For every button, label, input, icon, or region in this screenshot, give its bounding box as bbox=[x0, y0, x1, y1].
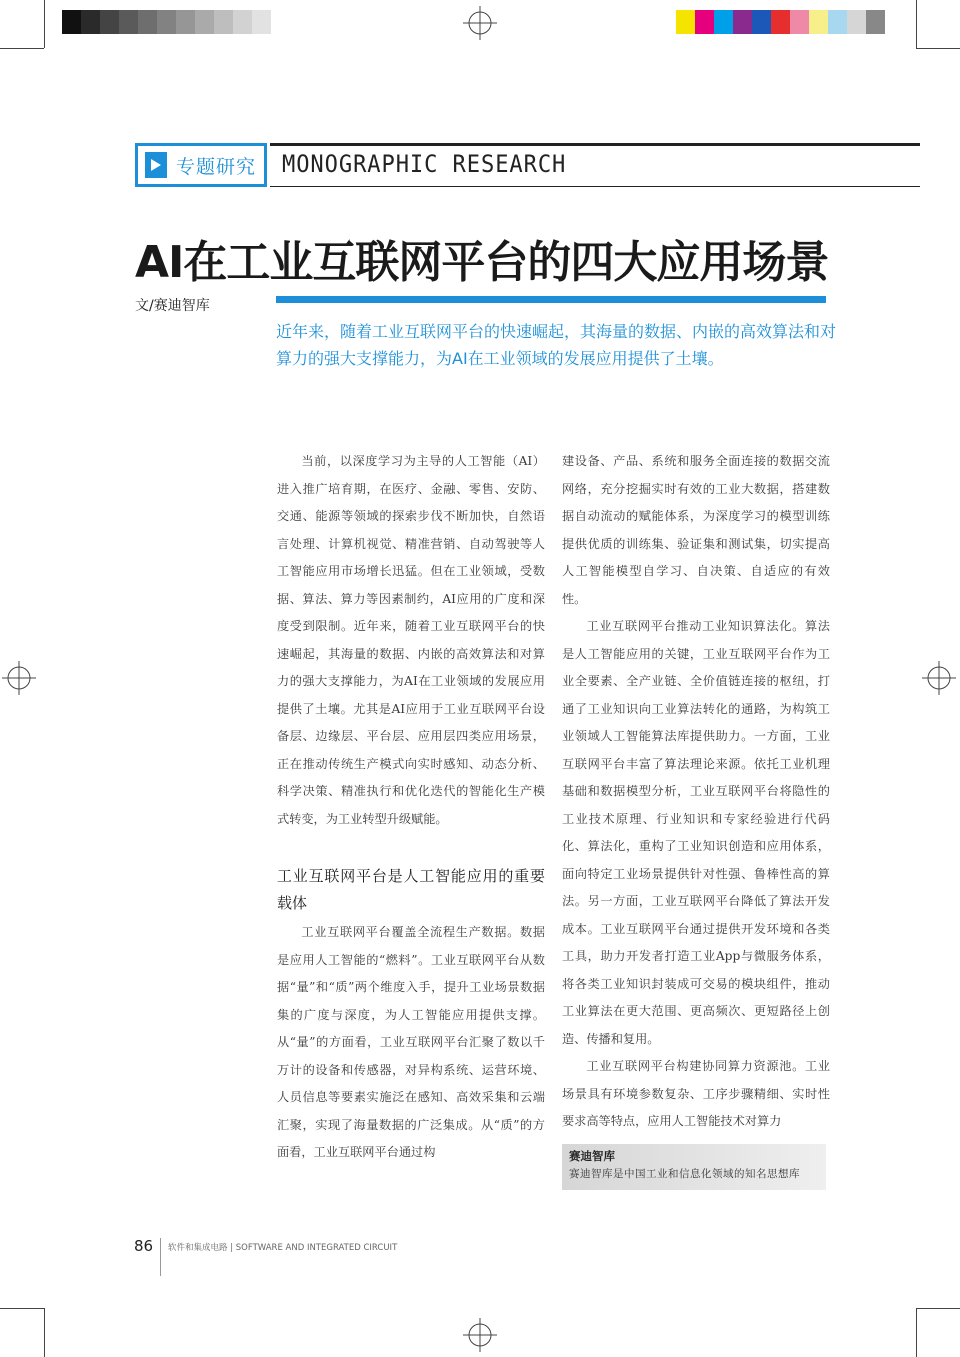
section-tag bbox=[135, 143, 267, 187]
crop-mark-bottom-left-h bbox=[0, 1308, 44, 1309]
article-author: 文/赛迪智库 bbox=[135, 298, 210, 314]
registration-mark-left bbox=[2, 661, 36, 695]
crop-mark-top-left-h bbox=[0, 48, 44, 49]
header-rule-top bbox=[270, 143, 920, 146]
body-paragraph: 当前，以深度学习为主导的人工智能（AI）进入推广培育期，在医疗、金融、零售、安防、交通、能源等领域的探索步伐不断加快，自然语言处理、计算机视觉、精准营销、自动驾驶等人工智能应用市场增长迅猛。但在工业领域，受数据、算法、算力等因素制约，AI应用的广度和深度受到限制。近年来，随着工业互联网平台的快速崛起，其海量的数据、内嵌的高效算法和对算力的强大支撑能力，为AI在工业领域的发展应用提供了土壤。尤其是AI应用于工业互联网平台设备层、边缘层、平台层、应用层四类应用场景，正在推动传统生产模式向实时感知、动态分析、科学决策、精准执行和优化迭代的智能化生产模式转变，为工业转型升级赋能。 bbox=[277, 454, 545, 826]
color-calibration-strip bbox=[676, 10, 885, 34]
crop-mark-top-right-v bbox=[916, 0, 917, 48]
registration-mark-right bbox=[922, 661, 956, 695]
info-box-name: 赛迪智库 bbox=[569, 1149, 615, 1163]
body-column-left bbox=[277, 448, 545, 1167]
article-title: AI在工业互联网平台的四大应用场景 bbox=[135, 237, 829, 288]
header-rule-bottom bbox=[270, 186, 920, 187]
crop-mark-top-left-v bbox=[44, 0, 45, 48]
author-info-box bbox=[562, 1144, 826, 1190]
crop-mark-bottom-left-v bbox=[44, 1308, 45, 1357]
footer-divider bbox=[160, 1238, 161, 1276]
section-name-cn: 专题研究 bbox=[176, 155, 257, 178]
crop-mark-top-right-h bbox=[916, 48, 960, 49]
registration-mark-top bbox=[463, 6, 497, 40]
body-paragraph: 建设备、产品、系统和服务全面连接的数据交流网络，充分挖掘实时有效的工业大数据，搭建数据自动流动的赋能体系，为深度学习的模型训练提供优质的训练集、验证集和测试集，切实提高人工智能模型自学习、自决策、自适应的有效性。 bbox=[562, 454, 830, 606]
body-column-right bbox=[562, 448, 830, 1136]
grayscale-calibration-strip bbox=[62, 10, 271, 34]
page-number: 86 bbox=[134, 1237, 154, 1255]
play-icon bbox=[145, 152, 167, 178]
title-accent-bar bbox=[276, 296, 826, 303]
info-box-description: 赛迪智库是中国工业和信息化领域的知名思想库 bbox=[569, 1168, 800, 1180]
journal-name: 软件和集成电路 | SOFTWARE AND INTEGRATED CIRCUIT bbox=[168, 1243, 398, 1253]
crop-mark-bottom-right-h bbox=[916, 1308, 960, 1309]
section-subheading: 工业互联网平台是人工智能应用的重要载体 bbox=[277, 867, 545, 912]
section-name-en: MONOGRAPHIC RESEARCH bbox=[282, 150, 567, 178]
article-lead: 近年来，随着工业互联网平台的快速崛起，其海量的数据、内嵌的高效算法和对算力的强大支撑能力，为AI在工业领域的发展应用提供了土壤。 bbox=[276, 322, 837, 368]
body-paragraph: 工业互联网平台覆盖全流程生产数据。数据是应用人工智能的“燃料”。工业互联网平台从数据“量”和“质”两个维度入手，提升工业场景数据集的广度与深度，为人工智能应用提供支撑。从“量”的方面看，工业互联网平台汇聚了数以千万计的设备和传感器，对异构系统、运营环境、人员信息等要素实施泛在感知、高效采集和云端汇聚，实现了海量数据的广泛集成。从“质”的方面看，工业互联网平台通过构 bbox=[277, 925, 545, 1159]
body-paragraph: 工业互联网平台构建协同算力资源池。工业场景具有环境参数复杂、工序步骤精细、实时性要求高等特点，应用人工智能技术对算力 bbox=[562, 1059, 830, 1128]
crop-mark-bottom-right-v bbox=[916, 1308, 917, 1357]
body-paragraph: 工业互联网平台推动工业知识算法化。算法是人工智能应用的关键，工业互联网平台作为工业全要素、全产业链、全价值链连接的枢纽，打通了工业知识向工业算法转化的通路，为构筑工业领域人工智能算法库提供助力。一方面，工业互联网平台丰富了算法理论来源。依托工业机理基础和数据模型分析，工业互联网平台将隐性的工业技术原理、行业知识和专家经验进行代码化、算法化，重构了工业知识创造和应用体系，面向特定工业场景提供针对性强、鲁棒性高的算法。另一方面，工业互联网平台降低了算法开发成本。工业互联网平台通过提供开发环境和各类工具，助力开发者打造工业App与微服务体系，将各类工业知识封装成可交易的模块组件，推动工业算法在更大范围、更高频次、更短路径上创造、传播和复用。 bbox=[562, 619, 830, 1046]
registration-mark-bottom bbox=[463, 1318, 497, 1352]
